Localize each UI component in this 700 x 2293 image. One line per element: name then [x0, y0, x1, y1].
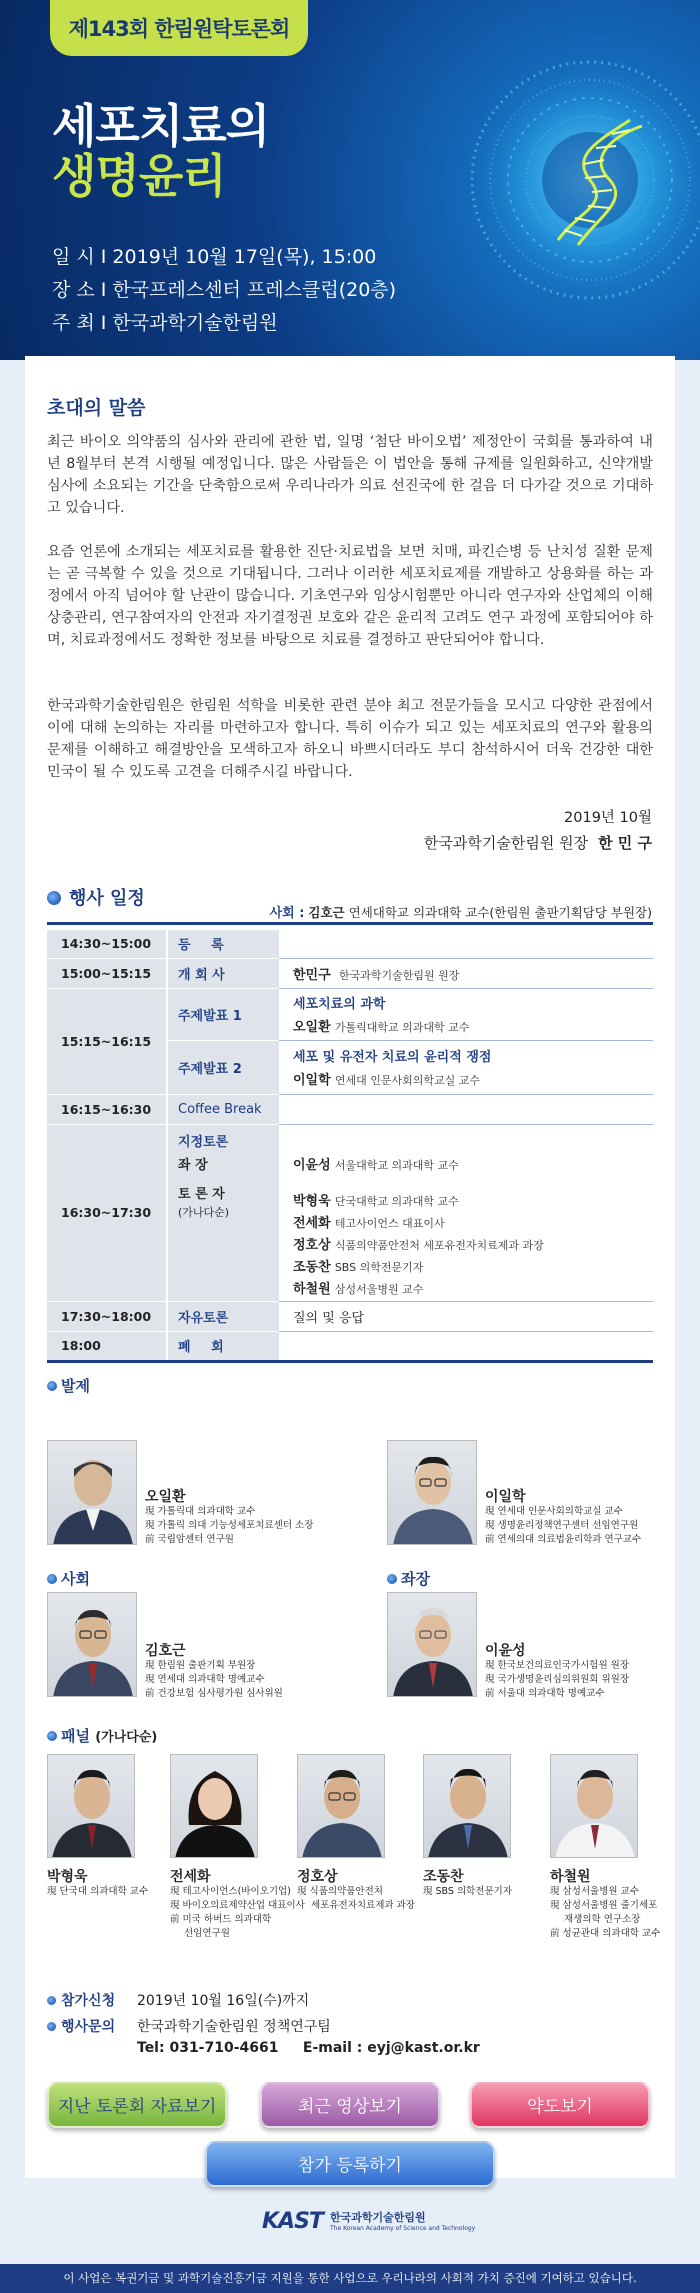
row-time: 14:30~15:00 — [47, 930, 167, 958]
panelist-name: 전세화 — [293, 1215, 331, 1231]
speaker-name: 오일환 — [293, 1020, 331, 1035]
speaker-name: 하철원 — [550, 1869, 591, 1885]
item-line: 지정토론 — [178, 1134, 229, 1150]
panelist-name: 조동찬 — [293, 1259, 331, 1275]
item-line: 좌 장 — [178, 1157, 208, 1173]
item-line: (가나다순) — [178, 1205, 230, 1219]
row-time: 18:00 — [47, 1331, 167, 1361]
inquiry-label: 행사문의 — [47, 2016, 115, 2036]
speaker-name: 정호상 — [297, 1869, 338, 1885]
invitation-paragraph-3: 한국과학기술한림원은 한림원 석학을 비롯한 관련 분야 최고 전문가들을 모시고 다양한 관점에서 이에 대해 논의하는 자리를 마련하고자 합니다. 특히 이슈가 되고 있는 세포치료의 연구와 활용의 문제를 이해하고 해결방안을 모색하고자 하오니 바쁘시더라도 부디 참석하시어 더욱 건강한 대한민국이 될 수 있도록 고견을 더해주시길 바랍니다. — [47, 698, 653, 780]
moderator-group-label: 사회 — [47, 1568, 90, 1589]
row-detail — [279, 958, 653, 988]
logo-korean: 한국과학기술한림원 — [330, 2211, 426, 2224]
speaker-name: 김호근 — [145, 1643, 186, 1659]
panel-group-label: 패널 (가나다순) — [47, 1725, 157, 1746]
event-tag: 제143회 한림원탁토론회 — [50, 0, 308, 56]
chair-name: 이윤성 — [293, 1157, 331, 1173]
panelist-affiliation: SBS 의학전문기자 — [334, 1260, 424, 1274]
signature — [424, 832, 652, 853]
table-row — [47, 1331, 653, 1361]
speaker-cv: 現 한림원 출판기획 부원장 現 연세대 의과대학 명예교수 前 건강보험 심사평가원 심사위원 — [145, 1660, 283, 1699]
row-item: Coffee Break — [167, 1094, 279, 1124]
portrait-cho — [423, 1754, 511, 1858]
speaker-name: 조동찬 — [423, 1869, 464, 1885]
bullet-icon — [47, 891, 61, 905]
chair-group-label: 좌장 — [387, 1568, 430, 1589]
row-item — [167, 1124, 279, 1301]
talk-title: 세포치료의 과학 — [293, 997, 386, 1012]
contact-tel-email: Tel: 031-710-4661 E-mail : eyj@kast.or.kr — [137, 2040, 480, 2056]
row-time: 16:30~17:30 — [47, 1124, 167, 1301]
dna-cell-illustration — [430, 30, 700, 350]
row-time: 16:15~16:30 — [47, 1094, 167, 1124]
portrait-oh — [47, 1440, 137, 1545]
signature-name: 한 민 구 — [598, 834, 652, 852]
bullet-icon — [47, 1574, 57, 1584]
portrait-jeon — [170, 1754, 258, 1858]
row-detail — [279, 1124, 653, 1301]
item-line: 토 론 자 — [178, 1186, 225, 1202]
row-item: 등 록 — [167, 930, 279, 958]
speaker-cv: 現 단국대 의과대학 교수 — [47, 1886, 149, 1897]
portrait-ha — [550, 1754, 638, 1858]
speaker-cv: 現 연세대 인문사회의학교실 교수 現 생명윤리정책연구센터 선임연구원 前 연세의대 의료법윤리학과 연구교수 — [485, 1506, 642, 1545]
row-detail — [279, 1040, 653, 1094]
invitation-title: 초대의 말씀 — [47, 397, 146, 419]
bullet-icon — [47, 1731, 57, 1741]
register-button[interactable]: 참가 등록하기 — [205, 2141, 495, 2187]
presenter-group-label: 발제 — [47, 1375, 90, 1396]
portrait-kim — [47, 1592, 137, 1697]
invitation-paragraph-1: 최근 바이오 의약품의 심사와 관리에 관한 법, 일명 ‘첨단 바이오법’ 제정안이 국회를 통과하여 내년 8월부터 본격 시행될 예정입니다. 많은 사람들은 이 법안을 통해 규제를 일원화하고, 신약개발 심사에 소요되는 기간을 단축함으로써 우리나라가 의료 선진국에 한 걸음 더 다가갈 것으로 기대하고 있습니다. — [47, 434, 653, 516]
speaker-cv: 現 삼성서울병원 교수 現 삼성서울병원 줄기세포 재생의학 연구소장 前 성균관대 의과대학 교수 — [550, 1886, 661, 1939]
panelist-name: 하철원 — [293, 1281, 331, 1297]
row-time: 17:30~18:00 — [47, 1301, 167, 1331]
table-row — [47, 930, 653, 958]
schedule-title: 행사 일정 — [69, 888, 145, 909]
signature-date: 2019년 10월 — [564, 810, 652, 826]
moderator-name: 김호근 — [308, 905, 345, 920]
moderator-line — [270, 902, 652, 921]
speaker-cv: 現 가톨릭대 의과대학 교수 現 가톨릭 의대 기능성세포치료센터 소장 前 국립암센터 연구원 — [145, 1506, 314, 1545]
table-row — [47, 1124, 653, 1301]
row-item: 주제발표 2 — [167, 1040, 279, 1094]
header-banner — [0, 0, 700, 360]
table-row — [47, 1301, 653, 1331]
panelist-affiliation: 단국대학교 의과대학 교수 — [334, 1194, 459, 1208]
row-detail — [279, 1094, 653, 1124]
event-place: 장 소 I 한국프레스센터 프레스클럽(20층) — [52, 279, 397, 301]
map-button[interactable]: 약도보기 — [470, 2082, 650, 2128]
apply-label: 참가신청 — [47, 1990, 115, 2010]
title-line2: 생명윤리 — [52, 149, 226, 203]
panelist-affiliation: 삼성서울병원 교수 — [334, 1282, 424, 1296]
invitation-paragraph-2: 요즘 언론에 소개되는 세포치료를 활용한 진단·치료법을 보면 치매, 파킨슨병 등 난치성 질환 문제는 곧 극복할 수 있을 것으로 기대됩니다. 그러나 이러한 세포치료제를 개발하고 상용화를 하는 과정에서 아직 넘어야 할 난관이 많습니다. 기초연구와 임상시험뿐만 아니라 연구자와 산업체의 이해상충관리, 연구참여자의 안전과 자기결정권 보호와 같은 윤리적 고려도 연구 과정에 포함되어야 하며, 치료과정에서도 정확한 정보를 바탕으로 치료를 결정하고 판단되어야 합니다. — [47, 544, 653, 648]
row-detail: 질의 및 응답 — [279, 1301, 653, 1331]
portrait-lee-ih — [387, 1440, 477, 1545]
speaker-name: 오일환 — [145, 1489, 186, 1505]
row-item: 자유토론 — [167, 1301, 279, 1331]
footer-notice: 이 사업은 복권기금 및 과학기술진흥기금 지원을 통한 사업으로 우리나라의 사회적 가치 증진에 기여하고 있습니다. — [0, 2264, 700, 2293]
bullet-icon — [47, 2022, 56, 2031]
apply-deadline: 2019년 10월 16일(수)까지 — [137, 1993, 310, 2009]
moderator-affiliation: 연세대학교 의과대학 교수(한림원 출판기획담당 부원장) — [348, 905, 652, 920]
row-item: 개 회 사 — [167, 958, 279, 988]
talk-title: 세포 및 유전자 치료의 윤리적 쟁점 — [293, 1050, 492, 1065]
title-line1: 세포치료의 — [52, 99, 270, 153]
row-item: 주제발표 1 — [167, 988, 279, 1040]
row-detail — [279, 1331, 653, 1361]
speaker-cv: 現 테고사이언스(바이오기업) 現 바이오의료제약산업 대표이사 前 미국 하버드 의과대학 선임연구원 — [170, 1886, 305, 1939]
portrait-jung — [297, 1754, 385, 1858]
inquiry-org: 한국과학기술한림원 정책연구팀 — [137, 2019, 331, 2035]
bullet-icon — [47, 1381, 57, 1391]
table-row — [47, 1094, 653, 1124]
moderator-label: 사회 : — [269, 906, 305, 921]
bullet-icon — [387, 1574, 397, 1584]
speaker-name: 한민구 — [293, 967, 331, 983]
schedule-top-rule — [47, 922, 653, 925]
row-detail — [279, 930, 653, 958]
portrait-park — [47, 1754, 135, 1858]
schedule-heading — [47, 884, 145, 910]
panelist-name: 정호상 — [293, 1237, 331, 1253]
speaker-affiliation: 한국과학기술한림원 원장 — [338, 968, 460, 982]
panelist-name: 박형욱 — [293, 1193, 331, 1209]
speaker-cv: 現 식품의약품안전처 세포유전자치료제과 과장 — [297, 1886, 415, 1911]
schedule-table — [47, 930, 653, 1363]
speaker-affiliation: 연세대 인문사회의학교실 교수 — [334, 1074, 480, 1087]
panelist-affiliation: 식품의약품안전처 세포유전자치료제과 과장 — [334, 1238, 544, 1252]
speaker-name: 박형욱 — [47, 1869, 88, 1885]
speaker-name: 이윤성 — [485, 1643, 526, 1659]
table-row — [47, 958, 653, 988]
speaker-name: 전세화 — [170, 1869, 211, 1885]
speaker-cv: 現 한국보건의료인국가시험원 원장 現 국가생명윤리심의위원회 위원장 前 서울대 의과대학 명예교수 — [485, 1660, 630, 1699]
chair-affiliation: 서울대학교 의과대학 교수 — [334, 1158, 459, 1172]
row-item: 폐 회 — [167, 1331, 279, 1361]
speaker-name: 이일학 — [293, 1073, 331, 1088]
kast-logo — [262, 2207, 476, 2241]
row-time: 15:15~16:15 — [47, 988, 167, 1094]
bullet-icon — [47, 1996, 56, 2005]
speaker-name: 이일학 — [485, 1489, 526, 1505]
speaker-affiliation: 가톨릭대학교 의과대학 교수 — [334, 1021, 470, 1034]
logo-mark: KAST — [262, 2209, 323, 2234]
logo-english: The Korean Academy of Science and Technology — [330, 2225, 476, 2232]
signature-org: 한국과학기술한림원 원장 — [423, 834, 589, 852]
speaker-cv: 現 SBS 의학전문기자 — [423, 1886, 513, 1897]
event-host: 주 최 I 한국과학기술한림원 — [52, 312, 278, 334]
table-row — [47, 988, 653, 1040]
panelist-affiliation: 테고사이언스 대표이사 — [334, 1216, 445, 1230]
row-detail — [279, 988, 653, 1040]
row-time: 15:00~15:15 — [47, 958, 167, 988]
recent-video-button[interactable]: 최근 영상보기 — [260, 2082, 440, 2128]
portrait-lee-ys — [387, 1592, 477, 1697]
past-materials-button[interactable]: 지난 토론회 자료보기 — [47, 2082, 227, 2128]
event-date: 일 시 I 2019년 10월 17일(목), 15:00 — [52, 246, 377, 268]
